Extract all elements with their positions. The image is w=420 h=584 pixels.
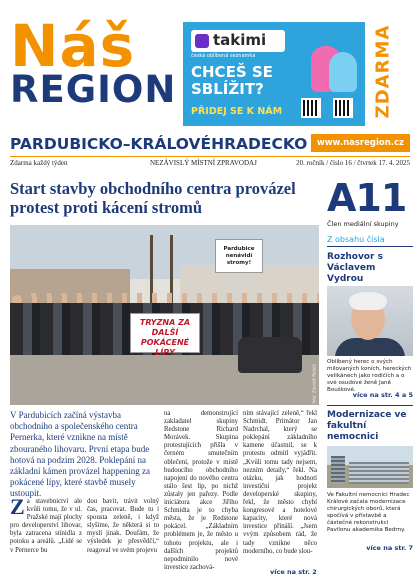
website-link[interactable]: www.nasregion.cz [311, 134, 410, 152]
actor-portrait [327, 286, 413, 356]
photo-credit-text: foto: Zdeněk Rubeš [311, 364, 317, 404]
hospital-building [331, 456, 345, 484]
tagline-text: NEZÁVISLÝ MÍSTNÍ ZPRAVODAJ [150, 159, 257, 167]
zdarma-text: ZDARMA [372, 24, 394, 119]
frequency-text: Zdarma každý týden [10, 159, 68, 167]
takimi-advertisement[interactable] [183, 22, 365, 126]
body-column-2: dou bavit, trávit volný čas, pracovat. Bude tu i spousta zeleně, i když slyšíme, že některá si to myslí jinak. Doufám, že výsledek je přesvědčí,“ reagoval ve svém projevu [87, 498, 159, 554]
toc-heading: Z obsahu čísla [327, 234, 413, 247]
continued-link[interactable]: více na str. 2 [270, 568, 317, 576]
ad-brand: takimi [213, 31, 267, 49]
logo-region: REGION [10, 68, 177, 111]
body-text: a stavebnictví ale kvůli tomu, že v ul. Pražské mají plochy pro developerství lihovar, byla zatracena stínidla z potoku a areálů. „Lidé se v Pernerce bu [10, 498, 82, 554]
portrait-suit [335, 338, 405, 356]
takimi-logo-icon [195, 34, 209, 48]
region-bar [10, 134, 410, 154]
ad-character-icon [329, 52, 357, 92]
interview-title[interactable]: Rozhovor s Václavem Vydrou [327, 252, 383, 284]
qr-code-icon[interactable] [301, 98, 321, 118]
hospital-title[interactable]: Modernizace ve fakultní nemocnici [327, 410, 407, 442]
info-line [10, 156, 410, 168]
drop-cap: Z [10, 498, 25, 519]
qr-code-icon[interactable] [333, 98, 353, 118]
ad-subtitle: česká oblíbená seznamka [191, 53, 256, 59]
hospital-page-link[interactable]: více na str. 7 [366, 544, 413, 552]
hospital-building [349, 462, 409, 484]
logo-nas: Náš [10, 12, 136, 80]
a11-logo: A11 [327, 176, 407, 220]
protest-sign-small: Pardubice nenávidí stromy! [215, 239, 263, 273]
body-column-3: na demonstrující zakladatel skupiny Redstone Richard Morávek. Skupina protestujících přišla v černém smutečním oblečení, protože v místě budoucího obchodního napojení do nového centra stálo šest lip, po nichž zůstaly jen pařezy. Podle iniciátora akce Jiřího Schmidta je to chyba města, že je Redstone pokácel. „Základním problémem je, že město u tohoto projektu, ale i dalších projektů nepodmínilo nové investice zachová- [164, 410, 238, 571]
protest-photo [10, 225, 319, 405]
zdarma-label [371, 22, 393, 122]
pram-icon [238, 337, 302, 373]
body-column-4: ním stávající zeleně,“ řekl Schmidt. Primátor Jan Nadrchal, který se poklepání základního kamene účastnil, se k protestu odmítl vyjádřit. „Kvůli tomu tady nejsem, nezním detaily,“ řekl. Na otázku, jak hodnotí investiční projekt developerské skupiny, řekl, že město chybí kongresové a hotelové kapacity, které nová investice přináší. „Jsem vvým způsobem rád, že tady vznikne něco moderního, co bude slou- [243, 410, 317, 555]
interview-teaser: Oblíbený herec o svých milovaných koních, hereckých velikánech jako rodičích a o své osudové ženě Janě Bouškové. [327, 359, 412, 393]
main-headline[interactable]: Start stavby obchodního centra provázel protest proti kácení stromů [10, 179, 296, 217]
divider [327, 405, 413, 406]
hospital-teaser: Ve Fakultní nemocnici Hradec Králové začala modernizace chirurgických oborů, která spočívá v přístavbě a částečné rekonstrukci Pavilonu akademika Bedrny. [327, 492, 410, 533]
sidebar [327, 176, 413, 580]
region-name: PARDUBICKO–KRÁLOVÉHRADECKO [10, 135, 308, 153]
issue-info: 20. ročník / číslo 16 / čtvrtek 17. 4. 2025 [296, 159, 410, 167]
interview-page-link[interactable]: více na str. 4 a 5 [352, 391, 413, 399]
masthead [0, 0, 420, 132]
a11-caption: Člen mediální skupiny [327, 220, 399, 228]
lead-paragraph: V Pardubicích začíná výstavba obchodního a společenského centra Pernerka, které vznikne na místě zbouraného lihovaru. První etapa bude hotová na podzim 2028. Poklepání na základní kámen provázel happening za pokácené lípy, které stavbě musely ustoupit. [10, 410, 150, 499]
portrait-hair [349, 292, 387, 310]
ad-footer: PŘIDEJ SE K NÁM [191, 106, 283, 117]
ad-logo [191, 30, 285, 52]
photo-credit [310, 365, 318, 405]
ad-headline: CHCEŠ SE SBLÍŽIT? [191, 63, 273, 98]
protest-banner: TRYZNA ZA DALŠÍ POKÁCENÉ LÍPY [130, 313, 200, 353]
hospital-photo [327, 446, 413, 488]
body-column-1 [10, 498, 82, 578]
